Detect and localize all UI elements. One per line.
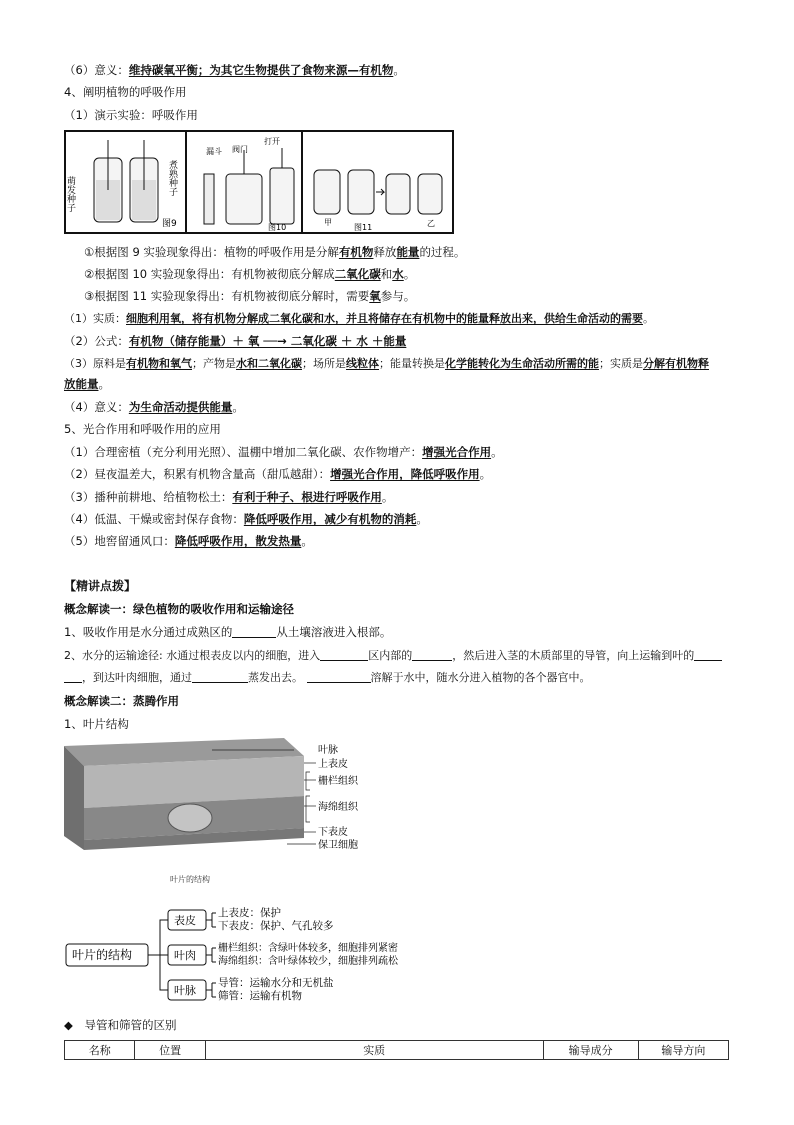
table-header-row (65, 1041, 729, 1060)
label-a: 甲 (324, 218, 332, 227)
vessel-fn: 导管：运输水分和无机盐 (218, 977, 334, 989)
blank[interactable] (694, 648, 722, 661)
blank[interactable] (307, 670, 371, 683)
concept-one-heading: 概念解读一：绿色植物的吸收作用和运输途径 (64, 602, 294, 616)
application-5: （5）地窖留通风口：降低呼吸作用，散发热量。 (64, 534, 313, 548)
subheading: （1）演示实验：呼吸作用 (64, 108, 198, 122)
branch-vein: 叶脉 (174, 984, 196, 997)
spongy-fn: 海绵组织：含叶绿体较少，细胞排列疏松 (218, 956, 398, 967)
text: （6）意义： (64, 63, 129, 77)
lower-epidermis-fn: 下表皮：保护、气孔较多 (218, 920, 334, 932)
essence-line: （1）实质：细胞利用氧，将有机物分解成二氧化碳和水，并且将储存在有机物中的能量释放出来，供给生命活动的需要。 (64, 312, 654, 325)
label-vein: 叶脉 (318, 745, 338, 756)
leaf-cross-section-diagram (62, 736, 382, 886)
leaf-caption: 叶片的结构 (170, 875, 210, 884)
tree-root: 叶片的结构 (72, 948, 133, 962)
application-3: （3）播种前耕地、给植物松土：有利于种子、根进行呼吸作用。 (64, 490, 394, 504)
answer: 维持碳氧平衡；为其它生物提供了食物来源—有机物 (128, 63, 394, 77)
leaf-structure-heading: 1、叶片结构 (64, 717, 129, 731)
leaf-structure-tree (64, 900, 484, 1010)
observation-fig9: ①根据图 9 实验现象得出：植物的呼吸作用是分解有机物释放能量的过程。 (84, 245, 466, 259)
observation-fig11: ③根据图 11 实验现象得出：有机物被彻底分解时，需要氧参与。 (84, 289, 416, 303)
bullet-line (64, 1017, 177, 1033)
question-1: 1、吸收作用是水分通过成熟区的 从土壤溶液进入根部。 (64, 625, 392, 639)
open-label: 打开 (264, 137, 280, 146)
label-lower-epidermis: 下表皮 (318, 827, 348, 838)
palisade-fn: 栅栏组织：含绿叶体较多，细胞排列紧密 (218, 943, 398, 954)
key-points-heading: 【精讲点拨】 (64, 579, 137, 593)
fig11-label: 图11 (354, 223, 373, 232)
application-2: （2）昼夜温差大，积累有机物含量高（甜瓜越甜）：增强光合作用，降低呼吸作用。 (64, 467, 492, 481)
branch-epidermis: 表皮 (174, 914, 196, 927)
col-component: 输导成分 (543, 1041, 638, 1060)
section-heading: 5、光合作用和呼吸作用的应用 (64, 422, 221, 436)
label-upper-epidermis: 上表皮 (318, 759, 348, 770)
question-2-cont: ，到达叶肉细胞，通过 蒸发出去。 溶解于水中，随水分进入植物的各个器官中。 (64, 670, 591, 686)
meaning-line (64, 62, 405, 78)
germinating-seeds-label: 萌发种子 (65, 176, 75, 212)
label-spongy: 海绵组织 (318, 802, 358, 813)
valve-label: 阀门 (232, 145, 248, 154)
fig10-label: 图10 (268, 223, 287, 232)
concept-two-heading: 概念解读二：蒸腾作用 (64, 694, 179, 708)
col-position: 位置 (135, 1041, 205, 1060)
diamond-icon: ◆ (64, 1018, 73, 1032)
respiration-experiment-figures (64, 130, 454, 234)
sieve-tube-fn: 筛管：运输有机物 (218, 990, 302, 1002)
blank[interactable] (320, 648, 368, 661)
text: 。 (393, 63, 405, 77)
comparison-title: 导管和筛管的区别 (84, 1018, 177, 1032)
materials-line-cont: 放能量。 (64, 377, 110, 391)
blank[interactable] (232, 625, 276, 638)
significance-line: （4）意义：为生命活动提供能量。 (64, 400, 244, 414)
fig9-label: 图9 (162, 219, 177, 229)
col-direction: 输导方向 (638, 1041, 728, 1060)
col-name: 名称 (65, 1041, 135, 1060)
observation-fig10: ②根据图 10 实验现象得出：有机物被彻底分解成二氧化碳和水。 (84, 267, 416, 281)
application-1: （1）合理密植（充分利用光照）、温棚中增加二氧化碳、农作物增产：增强光合作用。 (64, 445, 503, 459)
cooked-seeds-label: 煮熟种子 (167, 160, 177, 196)
question-2: 2、水分的运输途径: 水通过根表皮以内的细胞，进入 区内部的 ，然后进入茎的木质部里的导管，向上运输到叶的 (64, 648, 722, 664)
section-heading: 4、阐明植物的呼吸作用 (64, 85, 187, 99)
materials-line: （3）原料是有机物和氧气；产物是水和二氧化碳；场所是线粒体；能量转换是化学能转化为生命活动所需的能；实质是分解有机物释 (64, 357, 709, 370)
formula-line: （2）公式：有机物（储存能量）＋ 氧 ──→ 二氧化碳 ＋ 水 ＋能量 (64, 334, 407, 348)
label-palisade: 栅栏组织 (318, 776, 358, 787)
funnel-label: 漏斗 (206, 147, 222, 156)
label-b: 乙 (427, 219, 435, 228)
col-essence: 实质 (205, 1041, 543, 1060)
vein (168, 804, 212, 832)
upper-epidermis-fn: 上表皮：保护 (218, 907, 281, 919)
blank[interactable] (412, 648, 452, 661)
label-guard-cell: 保卫细胞 (318, 840, 358, 851)
application-4: （4）低温、干燥或密封保存食物：降低呼吸作用，减少有机物的消耗。 (64, 512, 428, 526)
blank[interactable] (64, 670, 82, 683)
vessel-sieve-table (64, 1040, 729, 1060)
branch-mesophyll: 叶肉 (174, 949, 196, 962)
blank[interactable] (192, 670, 248, 683)
